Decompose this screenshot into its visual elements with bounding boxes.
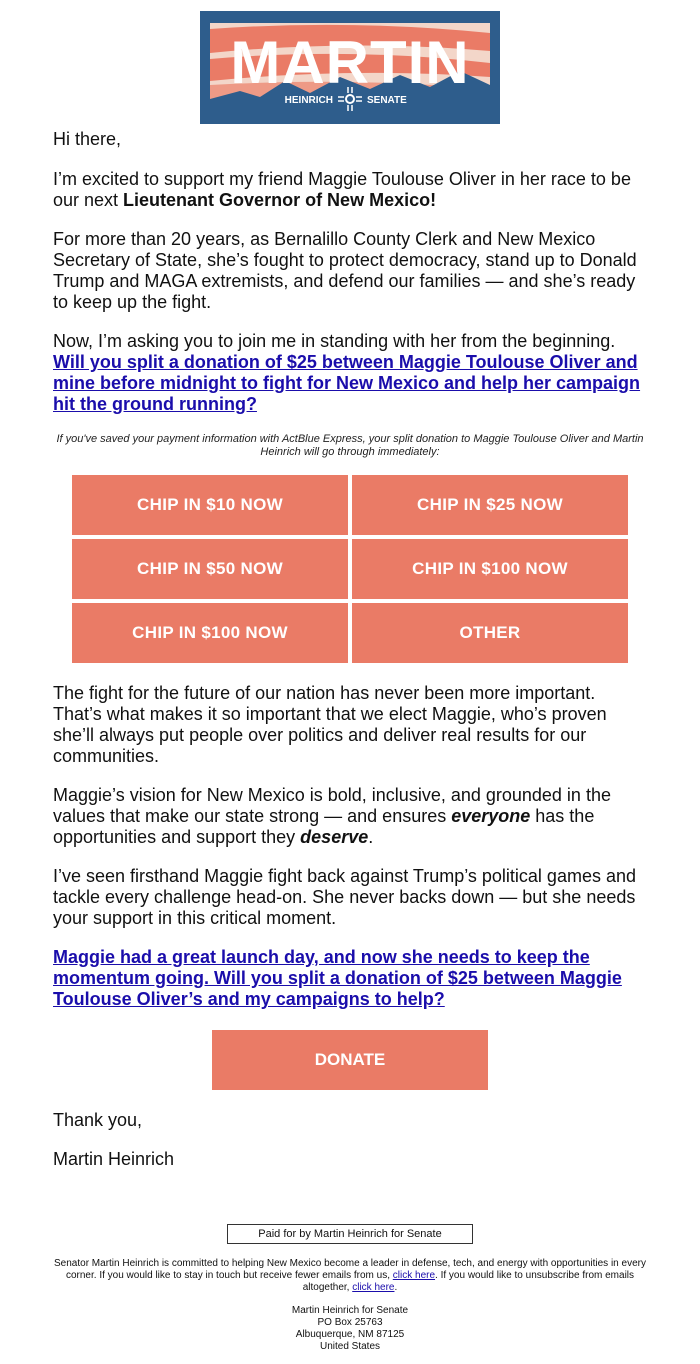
- paid-for-box: Paid for by Martin Heinrich for Senate: [227, 1224, 473, 1244]
- sign-off: Thank you,: [53, 1110, 143, 1130]
- race-title: Lieutenant Governor of New Mexico!: [123, 190, 437, 210]
- chip-in-button-grid: [72, 475, 628, 663]
- logo-office: SENATE: [367, 95, 407, 106]
- chip-in-50-button[interactable]: CHIP IN $50 NOW: [72, 539, 348, 599]
- intro-paragraph: I’m excited to support my friend Maggie Toulouse Oliver in her race to be our next Lieutenant Governor of New Mexico!: [53, 169, 631, 210]
- fewer-emails-link[interactable]: click here: [392, 1270, 436, 1281]
- logo-graphic: [200, 11, 500, 124]
- chip-in-100-button-2[interactable]: CHIP IN $100 NOW: [72, 603, 348, 663]
- donate-button[interactable]: DONATE: [212, 1030, 488, 1090]
- mailing-address: [53, 1305, 647, 1353]
- chip-in-100-button[interactable]: CHIP IN $100 NOW: [352, 539, 628, 599]
- unsubscribe-link[interactable]: click here: [352, 1282, 395, 1293]
- address-line: United States: [319, 1341, 381, 1352]
- signature: Martin Heinrich: [53, 1149, 175, 1169]
- other-amount-button[interactable]: OTHER: [352, 603, 628, 663]
- address-line: Albuquerque, NM 87125: [295, 1329, 405, 1340]
- firsthand-paragraph: I’ve seen firsthand Maggie fight back against Trump’s political games and tackle every challenge head-on. She never backs down — but she needs your support in this critical moment.: [53, 866, 636, 928]
- ask-paragraph: Now, I’m asking you to join me in standing with her from the beginning. Will you split a donation of $25 between Maggie Toulouse Oliver and mine before midnight to fight for New Mexico and help her campaign hit the ground running?: [53, 331, 641, 414]
- greeting: Hi there,: [53, 129, 122, 149]
- actblue-express-note: If you've saved your payment information with ActBlue Express, your split donation to Maggie Toulouse Oliver and Martin Heinrich will go through immediately:: [56, 433, 644, 458]
- logo-name: MARTIN: [230, 29, 470, 96]
- footer-disclaimer: Senator Martin Heinrich is committed to helping New Mexico become a leader in defense, tech, and energy with opportunities in every corner. If you would like to stay in touch but receive fewer emails from us, click here. If you would like to unsubscribe from emails altogether, click here.: [54, 1258, 646, 1293]
- launch-donation-link[interactable]: Maggie had a great launch day, and now she needs to keep the momentum going. Will you split a donation of $25 between Maggie Toulouse Oliver’s and my campaigns to help?: [53, 947, 622, 1009]
- launch-paragraph: [53, 947, 647, 1010]
- split-donation-link[interactable]: Will you split a donation of $25 between Maggie Toulouse Oliver and mine before midnight to fight for New Mexico and help her campaign hit the ground running?: [53, 352, 641, 414]
- record-paragraph: For more than 20 years, as Bernalillo County Clerk and New Mexico Secretary of State, she’s fought to protect democracy, stand up to Donald Trump and MAGA extremists, and defend our families — and she’s ready to keep up the fight.: [53, 229, 637, 312]
- campaign-logo: [200, 11, 500, 124]
- logo-first: HEINRICH: [284, 95, 333, 106]
- chip-in-10-button[interactable]: CHIP IN $10 NOW: [72, 475, 348, 535]
- chip-in-25-button[interactable]: CHIP IN $25 NOW: [352, 475, 628, 535]
- address-line: PO Box 25763: [317, 1317, 383, 1328]
- vision-paragraph: Maggie’s vision for New Mexico is bold, inclusive, and grounded in the values that make our state strong — and ensures everyone has the opportunities and support they deserve.: [53, 785, 611, 847]
- address-line: Martin Heinrich for Senate: [291, 1305, 409, 1316]
- future-paragraph: The fight for the future of our nation has never been more important. That’s what makes it so important that we elect Maggie, who’s proven she’ll always put people over politics and deliver real results for our communities.: [53, 683, 607, 766]
